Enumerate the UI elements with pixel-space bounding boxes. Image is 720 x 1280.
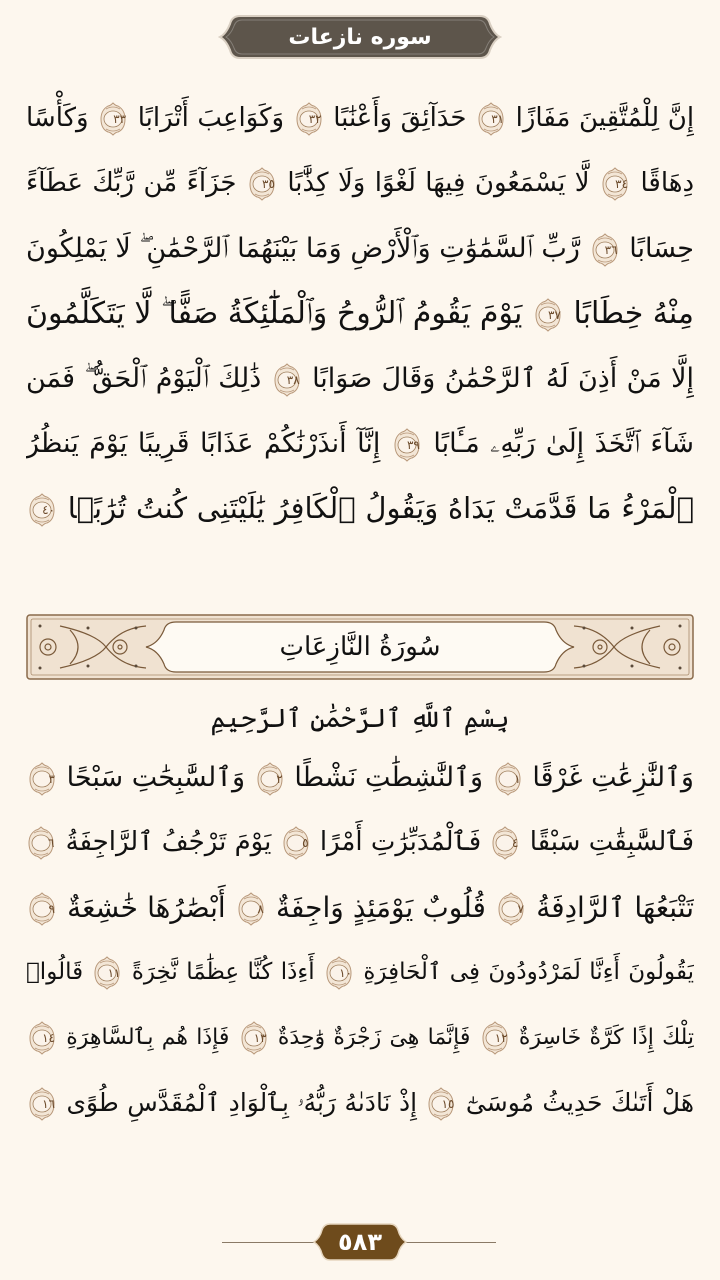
ayah-number: ١٥	[441, 1097, 455, 1111]
verses-block-bottom	[26, 745, 694, 1135]
ayah-number: ٣٤	[615, 176, 629, 191]
ayah-number: ١٤	[42, 1031, 55, 1045]
ayah-number-marker[interactable]	[238, 892, 264, 926]
verse-text[interactable]: تَتْبَعُهَا ٱلرَّادِفَةُ	[536, 891, 694, 924]
ayah-number-marker[interactable]	[602, 167, 628, 201]
ayah-number-marker[interactable]	[257, 762, 283, 796]
ayah-number: ٣	[48, 771, 55, 786]
ayah-number: ٣٨	[286, 372, 300, 387]
verse-line	[26, 411, 694, 476]
verse-text[interactable]: وَٱلسَّٰبِحَٰتِ سَبْحًا	[66, 762, 246, 793]
ayah-number: ٣٧	[548, 307, 561, 322]
verse-text[interactable]: حِسَابًا	[629, 233, 694, 264]
verse-text[interactable]: يَقُولُونَ أَءِنَّا لَمَرْدُودُونَ فِى ٱلْحَافِرَةِ	[363, 959, 694, 985]
verse-line	[26, 281, 694, 346]
ayah-number: ١٦	[42, 1097, 55, 1111]
ayah-number-marker[interactable]	[29, 493, 55, 527]
verse-text[interactable]: تِلْكَ إِذًا كَرَّةٌ خَاسِرَةٌ	[518, 1025, 694, 1050]
verse-text[interactable]: ذَٰلِكَ ٱلْيَوْمُ ٱلْحَقُّ ۖ فَمَن	[26, 363, 262, 394]
ayah-number-marker[interactable]	[492, 826, 518, 860]
ayah-number: ٩	[48, 902, 55, 916]
verse-text[interactable]: قَالُوا۟	[26, 959, 84, 985]
ayah-number: ٨	[257, 902, 264, 916]
verse-text[interactable]: يَوْمَ تَرْجُفُ ٱلرَّاجِفَةُ	[65, 827, 272, 857]
ayah-number: ٤٠	[42, 503, 55, 517]
verse-text[interactable]: رَّبِّ ٱلسَّمَٰوَٰتِ وَٱلْأَرْضِ وَمَا بَيْنَهُمَا ٱلرَّحْمَٰنِ ۖ لَا يَمْلِكُونَ	[26, 233, 580, 264]
ayah-number-marker[interactable]	[29, 892, 55, 926]
ayah-number: ١٢	[494, 1031, 508, 1045]
ayah-number-marker[interactable]	[29, 762, 55, 796]
ayah-number-marker[interactable]	[29, 1021, 55, 1055]
verse-text[interactable]: فَإِنَّمَا هِىَ زَجْرَةٌ وَٰحِدَةٌ	[277, 1025, 471, 1050]
verse-text[interactable]: لَّا يَسْمَعُونَ فِيهَا لَغْوًا وَلَا كِذَّٰبًا	[287, 168, 590, 198]
verse-text[interactable]: مِنْهُ خِطَابًا	[573, 296, 694, 331]
verse-text[interactable]: حَدَآئِقَ وَأَعْنَٰبًا	[333, 103, 467, 133]
ayah-number-marker[interactable]	[326, 956, 352, 990]
page-number: ٥٨٣	[338, 1228, 382, 1256]
surah-header[interactable]	[218, 14, 502, 60]
ayah-number: ٣٩	[406, 437, 420, 452]
verse-line	[26, 216, 694, 281]
verse-text[interactable]: شَآءَ ٱتَّخَذَ إِلَىٰ رَبِّهِۦ مَـَٔابًا	[433, 428, 694, 459]
verse-text[interactable]: فَٱلسَّٰبِقَٰتِ سَبْقًا	[529, 827, 694, 857]
verse-text[interactable]: وَٱلنَّٰزِعَٰتِ غَرْقًا	[532, 762, 694, 793]
verse-line	[26, 1005, 694, 1070]
verse-line	[26, 875, 694, 940]
ayah-number-marker[interactable]	[28, 826, 54, 860]
ayah-number: ٣١	[491, 111, 505, 126]
verse-text[interactable]: قُلُوبٌ يَوْمَئِذٍ وَاجِفَةٌ	[275, 891, 486, 924]
verse-text[interactable]: إِذْ نَادَىٰهُ رَبُّهُۥ بِٱلْوَادِ ٱلْمُقَدَّسِ طُوًى	[66, 1088, 418, 1117]
ayah-number: ١٣	[253, 1031, 267, 1045]
ayah-number: ٢	[276, 771, 283, 786]
verse-line	[26, 810, 694, 875]
ayah-number-marker[interactable]	[495, 762, 521, 796]
verse-line	[26, 151, 694, 216]
footer-divider-right	[404, 1242, 496, 1243]
ayah-number-marker[interactable]	[394, 428, 420, 462]
verse-text[interactable]: ٱلْمَرْءُ مَا قَدَّمَتْ يَدَاهُ وَيَقُولُ ٱلْكَافِرُ يَٰلَيْتَنِى كُنتُ تُرَٰبًۢا	[67, 491, 694, 525]
ayah-number: ١٠	[339, 965, 352, 980]
verse-text[interactable]: جَزَآءً مِّن رَّبِّكَ عَطَآءً	[26, 168, 237, 198]
ayah-number: ٣٣	[113, 111, 127, 126]
ayah-number: ٥	[302, 835, 309, 850]
verse-text[interactable]: وَكَوَاعِبَ أَتْرَابًا	[137, 103, 285, 133]
verse-text[interactable]: هَلْ أَتَىٰكَ حَدِيثُ مُوسَىٰٓ	[465, 1088, 694, 1117]
verse-line	[26, 1070, 694, 1135]
ayah-number: ٣٦	[604, 242, 618, 257]
ayah-number: ٦	[47, 835, 55, 850]
ayah-number: ١	[514, 771, 521, 786]
ayah-number: ٧	[517, 902, 525, 916]
verse-text[interactable]: إِنَّ لِلْمُتَّقِينَ مَفَازًا	[515, 103, 694, 133]
ayah-number-marker[interactable]	[498, 892, 524, 926]
surah-banner	[26, 614, 694, 680]
verse-text[interactable]: أَءِذَا كُنَّا عِظَٰمًا نَّخِرَةً	[131, 959, 315, 985]
verse-line	[26, 476, 694, 541]
ayah-number-marker[interactable]	[29, 1087, 55, 1121]
verse-text[interactable]: أَبْصَٰرُهَا خَٰشِعَةٌ	[67, 891, 226, 924]
ayah-number-marker[interactable]	[296, 102, 322, 136]
verse-text[interactable]: دِهَاقًا	[640, 168, 694, 198]
ayah-number-marker[interactable]	[478, 102, 504, 136]
ayah-number-marker[interactable]	[283, 826, 309, 860]
ayah-number: ٣٢	[308, 111, 322, 126]
verse-text[interactable]: إِنَّآ أَنذَرْنَٰكُمْ عَذَابًا قَرِيبًا يَوْمَ يَنظُرُ	[26, 428, 381, 459]
surah-name: سُورَةُ النَّازِعَاتِ	[279, 632, 441, 662]
page-footer	[0, 1218, 720, 1268]
ayah-number-marker[interactable]	[535, 298, 561, 332]
verse-line	[26, 86, 694, 151]
ayah-number-marker[interactable]	[249, 167, 275, 201]
ayah-number-marker[interactable]	[241, 1021, 267, 1055]
ayah-number-marker[interactable]	[482, 1021, 508, 1055]
ayah-number-marker[interactable]	[100, 102, 126, 136]
verse-text[interactable]: إِلَّا مَنْ أَذِنَ لَهُ ٱلرَّحْمَٰنُ وَقَالَ صَوَابًا	[312, 363, 694, 394]
verse-text[interactable]: وَٱلنَّٰشِطَٰتِ نَشْطًا	[294, 762, 484, 793]
ayah-number-marker[interactable]	[274, 363, 300, 397]
verse-text[interactable]: فَٱلْمُدَبِّرَٰتِ أَمْرًا	[319, 827, 482, 857]
verse-line	[26, 346, 694, 411]
verse-text[interactable]: وَكَأْسًا	[26, 103, 89, 133]
ayah-number-marker[interactable]	[592, 233, 618, 267]
ayah-number: ١١	[107, 965, 121, 980]
verse-line	[26, 940, 694, 1005]
ayah-number: ٤	[512, 835, 519, 850]
verse-line	[26, 745, 694, 810]
verse-text[interactable]: يَوْمَ يَقُومُ ٱلرُّوحُ وَٱلْمَلَٰٓئِكَةُ صَفًّا ۖ لَّا يَتَكَلَّمُونَ	[26, 296, 523, 331]
basmala: بِسْمِ ٱللَّهِ ٱلرَّحْمَٰنِ ٱلرَّحِيمِ	[210, 704, 510, 734]
verses-block-top	[26, 86, 694, 541]
ayah-number-marker[interactable]	[428, 1087, 454, 1121]
surah-title: سوره نازعات	[288, 24, 432, 50]
ayah-number-marker[interactable]	[94, 956, 120, 990]
page-number-badge[interactable]	[312, 1222, 408, 1262]
ayah-number: ٣٥	[262, 176, 275, 191]
verse-text[interactable]: فَإِذَا هُم بِٱلسَّاهِرَةِ	[66, 1025, 230, 1050]
footer-divider-left	[222, 1242, 314, 1243]
